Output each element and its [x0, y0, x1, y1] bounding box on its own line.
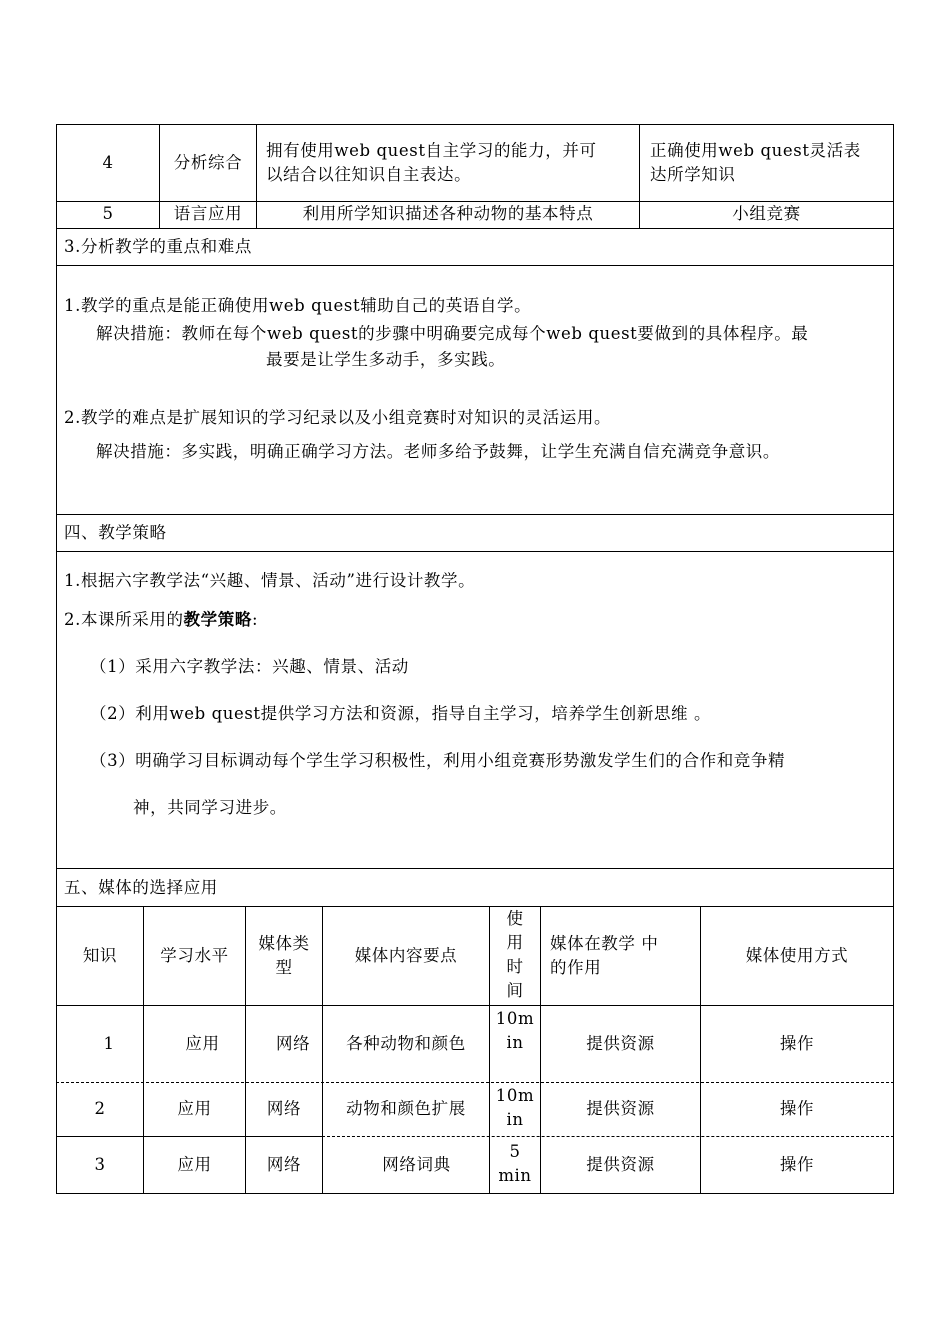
section-heading: 五、媒体的选择应用	[64, 878, 218, 897]
strategy-item-cont: 神，共同学习进步。	[133, 798, 287, 817]
cell-usage: 操作	[779, 1034, 815, 1053]
header-knowledge: 知识	[82, 946, 118, 965]
cell-time	[490, 1007, 540, 1055]
row-number: 5	[102, 204, 114, 223]
strategy-item: （2）利用web quest提供学习方法和资源，指导自主学习，培养学生创新思维 。	[90, 704, 712, 723]
strategy-suffix: :	[251, 610, 259, 629]
cell-role: 提供资源	[586, 1155, 655, 1174]
key-measure-cont: 最要是让学生多动手，多实践。	[266, 350, 506, 369]
row-level: 分析综合	[173, 153, 243, 172]
time-line: min	[498, 1166, 532, 1185]
strategy-line	[64, 608, 258, 632]
header-line: 型	[275, 958, 293, 977]
time-line: in	[506, 1110, 524, 1129]
row-number: 4	[102, 153, 114, 172]
header-line: 媒体类	[258, 934, 310, 953]
cell-time	[490, 1140, 540, 1188]
section-heading: 3.分析教学的重点和难点	[64, 237, 252, 256]
cell-type: 网络	[266, 1099, 302, 1118]
cell-type: 网络	[276, 1034, 311, 1053]
objective-line: 拥有使用web quest自主学习的能力，并可	[266, 141, 597, 160]
cell-usage: 操作	[779, 1099, 815, 1118]
cell-role: 提供资源	[586, 1034, 655, 1053]
row-assessment	[650, 139, 861, 187]
header-line: 使	[506, 909, 524, 928]
section-heading: 四、教学策略	[64, 523, 167, 542]
header-usage: 媒体使用方式	[745, 946, 849, 965]
cell-level: 应用	[177, 1155, 212, 1174]
assessment-line: 正确使用web quest灵活表	[650, 141, 861, 160]
cell-content: 网络词典	[382, 1155, 451, 1174]
time-line: 5	[509, 1142, 521, 1161]
key-measure: 解决措施：教师在每个web quest的步骤中明确要完成每个web quest要做到的具体程序。最	[96, 324, 809, 343]
cell-time	[490, 1084, 540, 1132]
strategy-prefix: 2.本课所采用的	[64, 610, 184, 629]
time-line: 10m	[495, 1009, 535, 1028]
header-time	[490, 907, 540, 1003]
cell-content: 各种动物和颜色	[346, 1034, 466, 1053]
cell-knowledge: 2	[94, 1099, 106, 1118]
cell-knowledge: 1	[103, 1034, 115, 1053]
strategy-item: （3）明确学习目标调动每个学生学习积极性，利用小组竞赛形势激发学生们的合作和竞争精	[90, 751, 786, 770]
cell-type: 网络	[266, 1155, 302, 1174]
assessment-line: 达所学知识	[650, 165, 736, 184]
header-line: 用	[506, 933, 524, 952]
header-content: 媒体内容要点	[354, 946, 458, 965]
cell-level: 应用	[177, 1099, 212, 1118]
row-level: 语言应用	[173, 204, 243, 223]
row-assessment: 小组竞赛	[732, 204, 801, 223]
strategy-item: （1）采用六字教学法：兴趣、情景、活动	[90, 657, 409, 676]
difficult-measure: 解决措施：多实践，明确正确学习方法。老师多给予鼓舞，让学生充满自信充满竞争意识。	[96, 442, 780, 461]
header-media-type	[246, 932, 322, 980]
header-line: 的作用	[550, 958, 602, 977]
cell-content: 动物和颜色扩展	[346, 1099, 466, 1118]
header-level: 学习水平	[160, 946, 229, 965]
row-objective: 利用所学知识描述各种动物的基本特点	[302, 204, 594, 223]
row-objective	[266, 139, 597, 187]
difficult-point: 2.教学的难点是扩展知识的学习纪录以及小组竞赛时对知识的灵活运用。	[64, 408, 612, 427]
key-point: 1.教学的重点是能正确使用web quest辅助自己的英语自学。	[64, 296, 532, 315]
time-line: in	[506, 1033, 524, 1052]
strategy-line: 1.根据六字教学法“兴趣、情景、活动”进行设计教学。	[64, 571, 476, 590]
header-line: 时	[506, 957, 524, 976]
time-line: 10m	[495, 1086, 535, 1105]
cell-level: 应用	[185, 1034, 220, 1053]
cell-usage: 操作	[779, 1155, 815, 1174]
objective-line: 以结合以往知识自主表达。	[266, 165, 472, 184]
header-line: 媒体在教学 中	[550, 934, 659, 953]
header-line: 间	[506, 981, 524, 1000]
header-role	[550, 932, 658, 980]
strategy-bold: 教学策略	[183, 610, 252, 629]
cell-knowledge: 3	[94, 1155, 106, 1174]
cell-role: 提供资源	[586, 1099, 655, 1118]
